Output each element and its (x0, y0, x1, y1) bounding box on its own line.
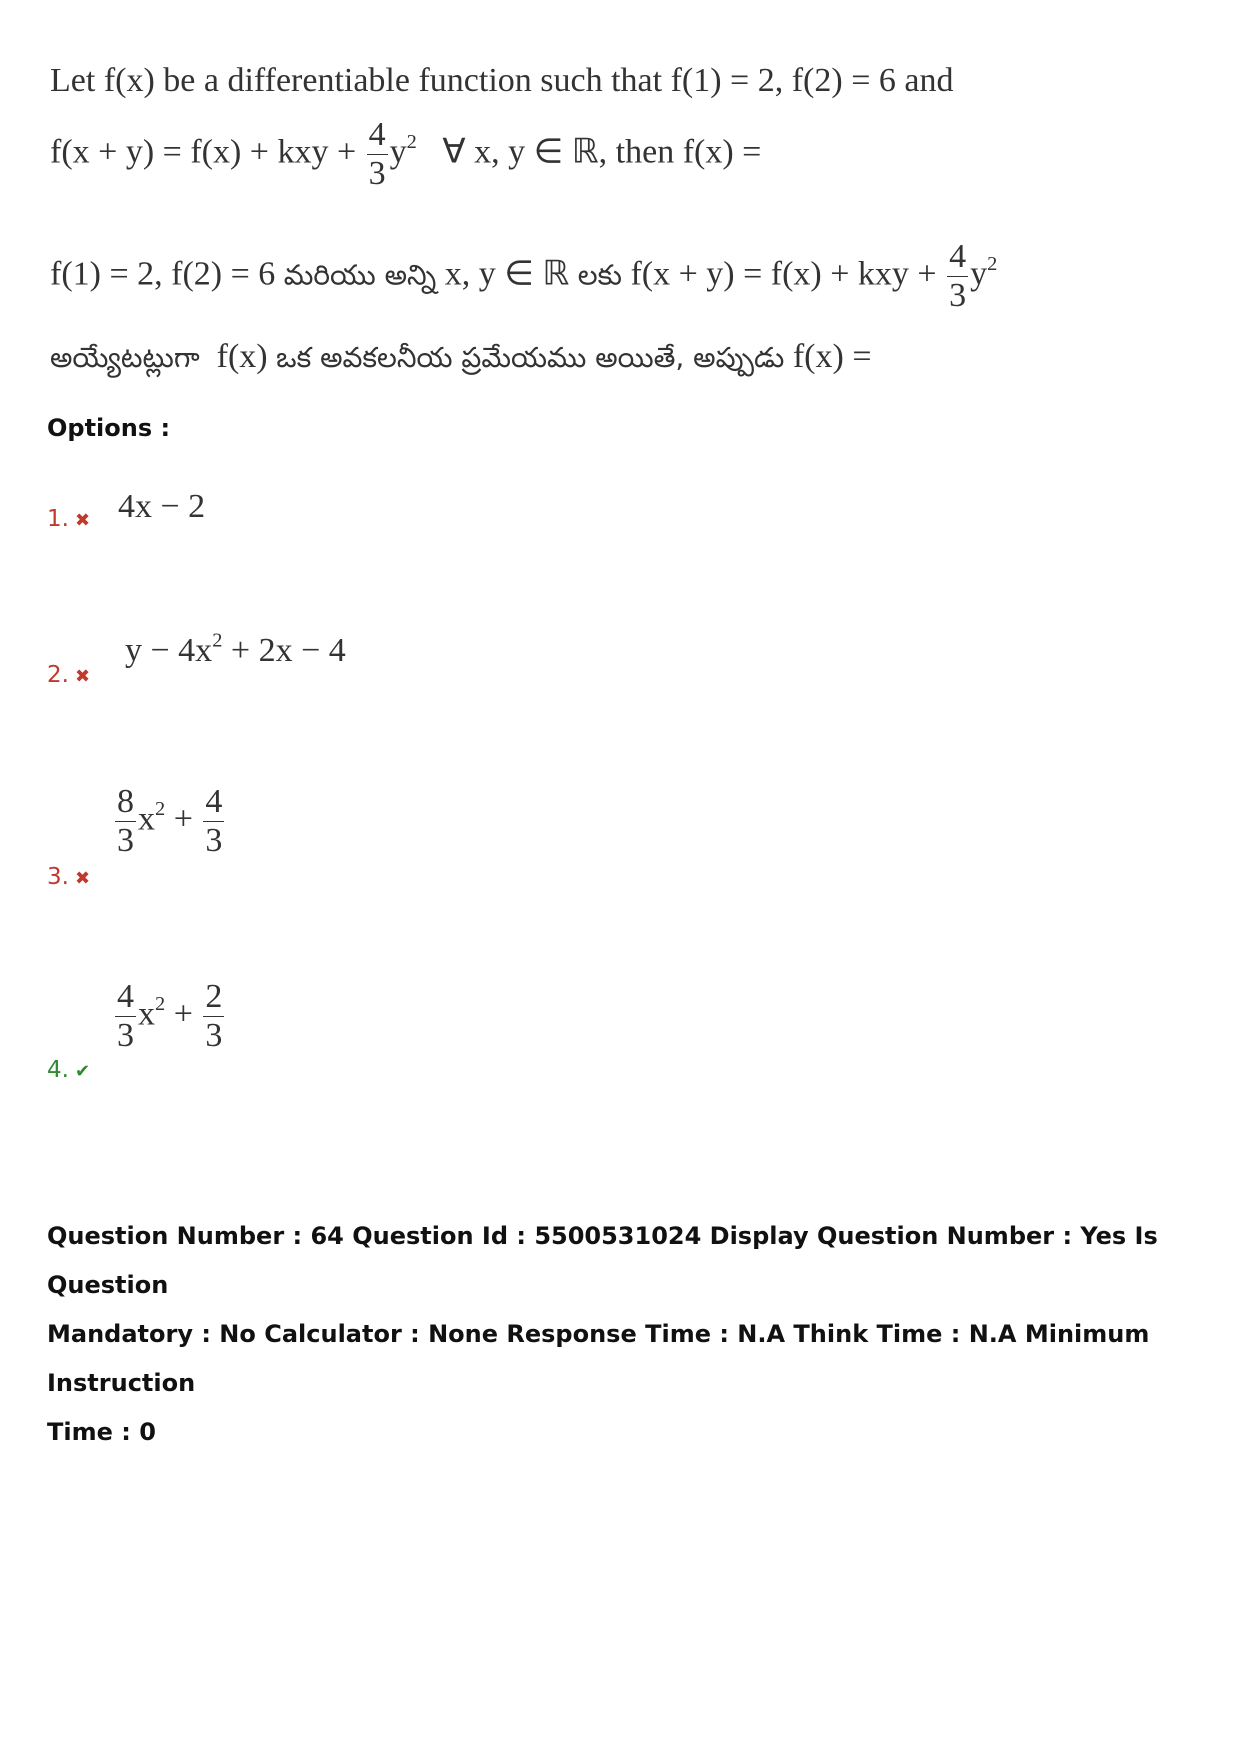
question-text: and (904, 62, 954, 99)
fx-symbol: f(x) (216, 338, 268, 375)
fraction-denominator: 3 (949, 277, 967, 314)
fraction-denominator: 3 (368, 155, 386, 192)
fraction-numerator: 4 (117, 978, 134, 1015)
cross-icon: ✖ (74, 868, 91, 889)
fraction (115, 980, 136, 1053)
option-2-number (47, 662, 90, 688)
expression-part: y − 4x (125, 632, 213, 669)
fraction-denominator: 3 (205, 822, 223, 859)
options-label: Options : (47, 414, 171, 442)
question-text: Let (50, 62, 96, 99)
exponent: 2 (406, 131, 417, 154)
variable-x: x (138, 800, 155, 838)
telugu-text: అయ్యేటట్లుగా (50, 341, 200, 374)
variable-y: y (970, 255, 988, 293)
question-te-line1 (50, 240, 997, 313)
fraction-numerator: 2 (205, 978, 223, 1015)
option-2-expression[interactable] (125, 629, 346, 670)
telugu-text: లకు (577, 258, 622, 292)
option-number: 1. (47, 506, 69, 532)
plus-sign: + (173, 995, 193, 1033)
metadata-line: Question Number : 64 Question Id : 5500531024 Display Question Number : Yes Is Question (47, 1222, 1158, 1299)
fraction (203, 785, 224, 858)
fraction-numerator: 4 (205, 783, 223, 820)
metadata-line: Mandatory : No Calculator : None Response Time : N.A Think Time : N.A Minimum Instruction (47, 1320, 1150, 1397)
option-number: 4. (47, 1057, 69, 1083)
variable-x: x (138, 995, 155, 1033)
fx-symbol: f(x) (103, 62, 155, 99)
plus-sign: + (173, 800, 193, 838)
fraction-denominator: 3 (117, 1017, 134, 1054)
domain-condition: ∀ x, y ∈ ℝ, (442, 133, 608, 171)
option-4-number (47, 1057, 90, 1083)
domain-condition: x, y ∈ ℝ (444, 255, 570, 293)
option-number: 2. (47, 662, 69, 688)
telugu-text: మరియు అన్ని (283, 258, 437, 292)
question-en-line2 (50, 118, 761, 191)
expression-part: + 2x − 4 (230, 632, 346, 669)
fraction-denominator: 3 (117, 822, 134, 859)
fraction (115, 785, 136, 858)
functional-equation: f(x + y) = f(x) + kxy + (50, 133, 357, 171)
option-4-expression[interactable] (113, 980, 226, 1053)
fraction (367, 118, 388, 191)
fraction (203, 980, 224, 1053)
fraction-denominator: 3 (205, 1017, 223, 1054)
cross-icon: ✖ (74, 666, 91, 687)
question-text: then (615, 133, 675, 171)
option-3-number (47, 864, 90, 890)
functional-equation: f(x + y) = f(x) + kxy + (630, 255, 937, 293)
cross-icon: ✖ (74, 510, 91, 531)
exponent: 2 (155, 798, 166, 821)
option-1-number (47, 506, 90, 532)
condition-2: f(2) = 6 (791, 62, 896, 99)
fraction (947, 240, 968, 313)
variable-y: y (389, 133, 407, 171)
exponent: 2 (987, 253, 998, 276)
fx-equals: f(x) = (792, 338, 872, 375)
check-icon: ✔ (74, 1061, 91, 1082)
option-1-expression[interactable]: 4x − 2 (118, 488, 206, 525)
question-text: be a differentiable function such that (163, 62, 663, 99)
exponent: 2 (155, 993, 166, 1016)
exponent: 2 (212, 629, 223, 652)
option-3-expression[interactable] (113, 785, 226, 858)
condition-text: f(1) = 2, f(2) = 6 (50, 255, 276, 293)
question-te-line2 (50, 338, 872, 381)
condition-1: f(1) = 2, (670, 62, 784, 99)
fx-equals: f(x) = (682, 133, 762, 171)
fraction-numerator: 8 (117, 783, 134, 820)
fraction-numerator: 4 (368, 116, 386, 153)
question-en-line1 (50, 62, 953, 100)
question-metadata (47, 1212, 1207, 1457)
fraction-numerator: 4 (949, 238, 967, 275)
option-number: 3. (47, 864, 69, 890)
telugu-text: ఒక అవకలనీయ ప్రమేయము అయితే, అప్పుడు (276, 341, 785, 374)
metadata-line: Time : 0 (47, 1418, 156, 1446)
